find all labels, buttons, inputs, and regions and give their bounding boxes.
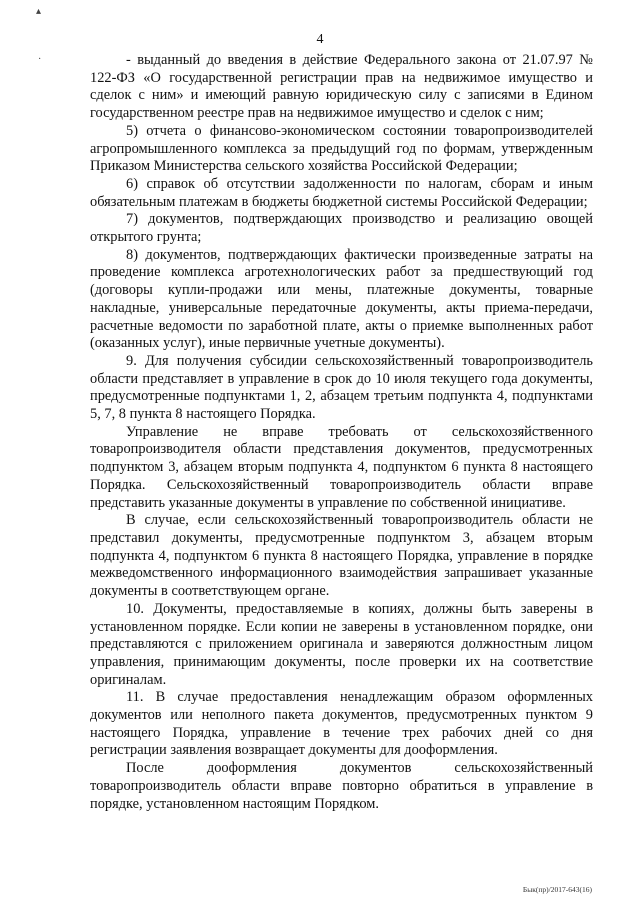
paragraph: 6) справок об отсутствии задолженности по налогам, сборам и иным обязательным платежам в бюджеты бюджетной системы Российской Федерации;: [90, 175, 593, 210]
page-number: 4: [316, 32, 324, 47]
paragraph: - выданный до введения в действие Федерального закона от 21.07.97 № 122-ФЗ «О государственной регистрации прав на недвижимое имущество и сделок с ним» и имеющий равную юридическую силу с записями в Едином государственном реестре прав на недвижимое имущество и сделок с ним;: [90, 52, 593, 122]
scan-mark: ▴: [36, 6, 42, 17]
paragraph: 10. Документы, предоставляемые в копиях, должны быть заверены в установленном порядке. Если копии не заверены в установленном порядке, они представляются с приложением оригинала и заверяются должностным лицом управления, принимающим документы, после проверки их на соответствие оригиналам.: [90, 600, 593, 688]
scan-mark: ·: [38, 54, 42, 65]
paragraph: 5) отчета о финансово-экономическом состоянии товаропроизводителей агропромышленного комплекса за предыдущий год по формам, утвержденным Приказом Министерства сельского хозяйства Российской Федерации;: [90, 122, 593, 175]
paragraph: 8) документов, подтверждающих фактически произведенные затраты на проведение комплекса агротехнологических работ за предшествующий год (договоры купли-продажи или мены, платежные документы, товарные накладные, универсальные передаточные документы, акты приема-передачи, расчетные ведомости по заработной плате, акты о приемке выполненных работ (оказанных услуг), иные первичные учетные документы).: [90, 246, 593, 352]
paragraph: 9. Для получения субсидии сельскохозяйственный товаропроизводитель области представляет в управление в срок до 10 июля текущего года документы, предусмотренные подпунктами 1, 2, абзацем третьим подпункта 4, подпунктами 5, 7, 8 пункта 8 настоящего Порядка.: [90, 352, 593, 423]
paragraph: Управление не вправе требовать от сельскохозяйственного товаропроизводителя области представления документов, предусмотренных подпунктом 3, абзацем вторым подпункта 4, подпунктом 6 пункта 8 настоящего Порядка. Сельскохозяйственный товаропроизводитель области вправе представить указанные документы в управление по собственной инициативе.: [90, 423, 593, 511]
paragraph: В случае, если сельскохозяйственный товаропроизводитель области не представил документы, предусмотренные подпунктом 3, абзацем вторым подпункта 4, подпунктом 6 пункта 8 настоящего Порядка, управление в порядке межведомственного информационного взаимодействия запрашивает указанные документы в соответствующем органе.: [90, 512, 593, 600]
paragraph: 7) документов, подтверждающих производство и реализацию овощей открытого грунта;: [90, 211, 593, 246]
document-code: Бык(пр)/2017-643(16): [522, 885, 592, 894]
paragraph: После дооформления документов сельскохозяйственный товаропроизводитель области вправе повторно обратиться в управление в порядке, установленном настоящим Порядком.: [90, 760, 593, 812]
document-body: [90, 52, 593, 813]
paragraph: 11. В случае предоставления ненадлежащим образом оформленных документов или неполного пакета документов, предусмотренных пунктом 9 настоящего Порядка, управление в течение трех рабочих дней со дня регистрации заявления возвращает документы для дооформления.: [90, 689, 593, 759]
